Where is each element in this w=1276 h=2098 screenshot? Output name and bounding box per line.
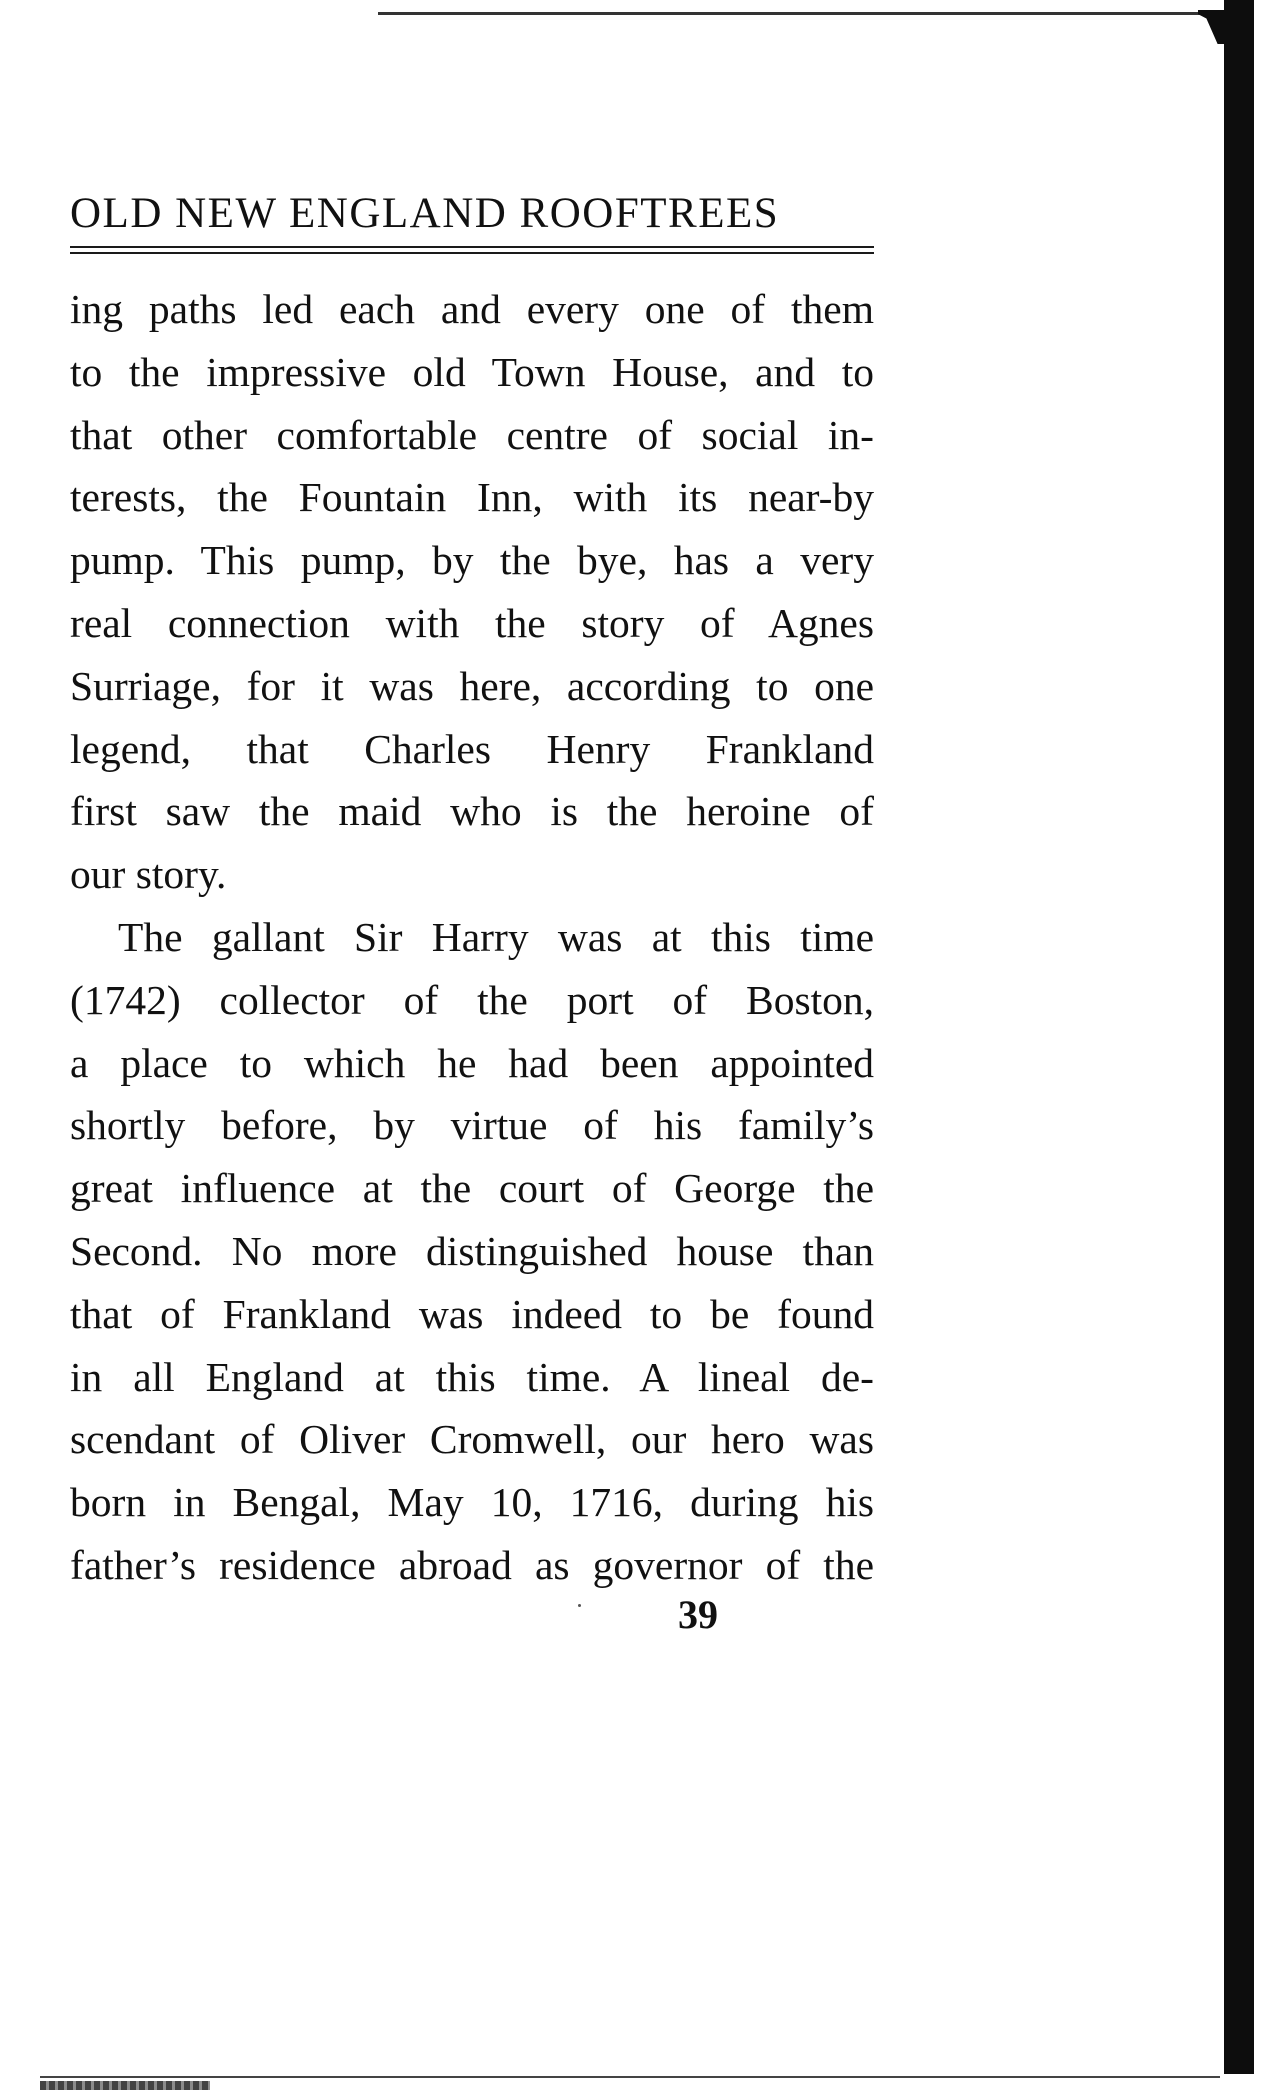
- text-line: a place to which he had been appointed: [70, 1039, 874, 1086]
- text-line: our story.: [70, 851, 227, 898]
- bottom-edge-rule: [40, 2076, 1220, 2078]
- text-line: pump. This pump, by the bye, has a very: [70, 537, 874, 584]
- text-line: that other comfortable centre of social in-: [70, 411, 874, 458]
- bottom-edge-smudge: [40, 2081, 210, 2090]
- top-edge-rule: [378, 12, 1214, 15]
- text-line: that of Frankland was indeed to be found: [70, 1290, 874, 1337]
- paragraph: [70, 278, 874, 906]
- text-line: born in Bengal, May 10, 1716, during his: [70, 1479, 874, 1526]
- header-rule-bottom: [70, 252, 874, 254]
- text-line: scendant of Oliver Cromwell, our hero was: [70, 1416, 874, 1463]
- text-line: legend, that Charles Henry Frankland: [70, 725, 874, 772]
- text-line: (1742) collector of the port of Boston,: [70, 976, 874, 1023]
- text-line: to the impressive old Town House, and to: [70, 348, 874, 395]
- running-head: OLD NEW ENGLAND ROOFTREES: [70, 190, 780, 237]
- text-line: Second. No more distinguished house than: [70, 1227, 874, 1274]
- page-number: 39: [678, 1592, 718, 1637]
- text-line: real connection with the story of Agnes: [70, 599, 874, 646]
- ink-speck: [578, 1604, 581, 1607]
- page-corner-shadow: [1198, 10, 1226, 44]
- text-line: in all England at this time. A lineal de-: [70, 1353, 874, 1400]
- text-line: great influence at the court of George the: [70, 1165, 874, 1212]
- body-text: [70, 278, 874, 1597]
- text-line: father’s residence abroad as governor of the: [70, 1541, 874, 1588]
- page-edge-shadow: [1224, 0, 1254, 2074]
- text-line: shortly before, by virtue of his family’s: [70, 1102, 874, 1149]
- text-line: Surriage, for it was here, according to one: [70, 662, 874, 709]
- header-rule-top: [70, 246, 874, 248]
- text-line: first saw the maid who is the heroine of: [70, 788, 874, 835]
- text-line: ing paths led each and every one of them: [70, 286, 874, 332]
- text-line: The gallant Sir Harry was at this time: [118, 913, 874, 960]
- paragraph: [70, 906, 874, 1597]
- text-line: terests, the Fountain Inn, with its near-by: [70, 474, 874, 521]
